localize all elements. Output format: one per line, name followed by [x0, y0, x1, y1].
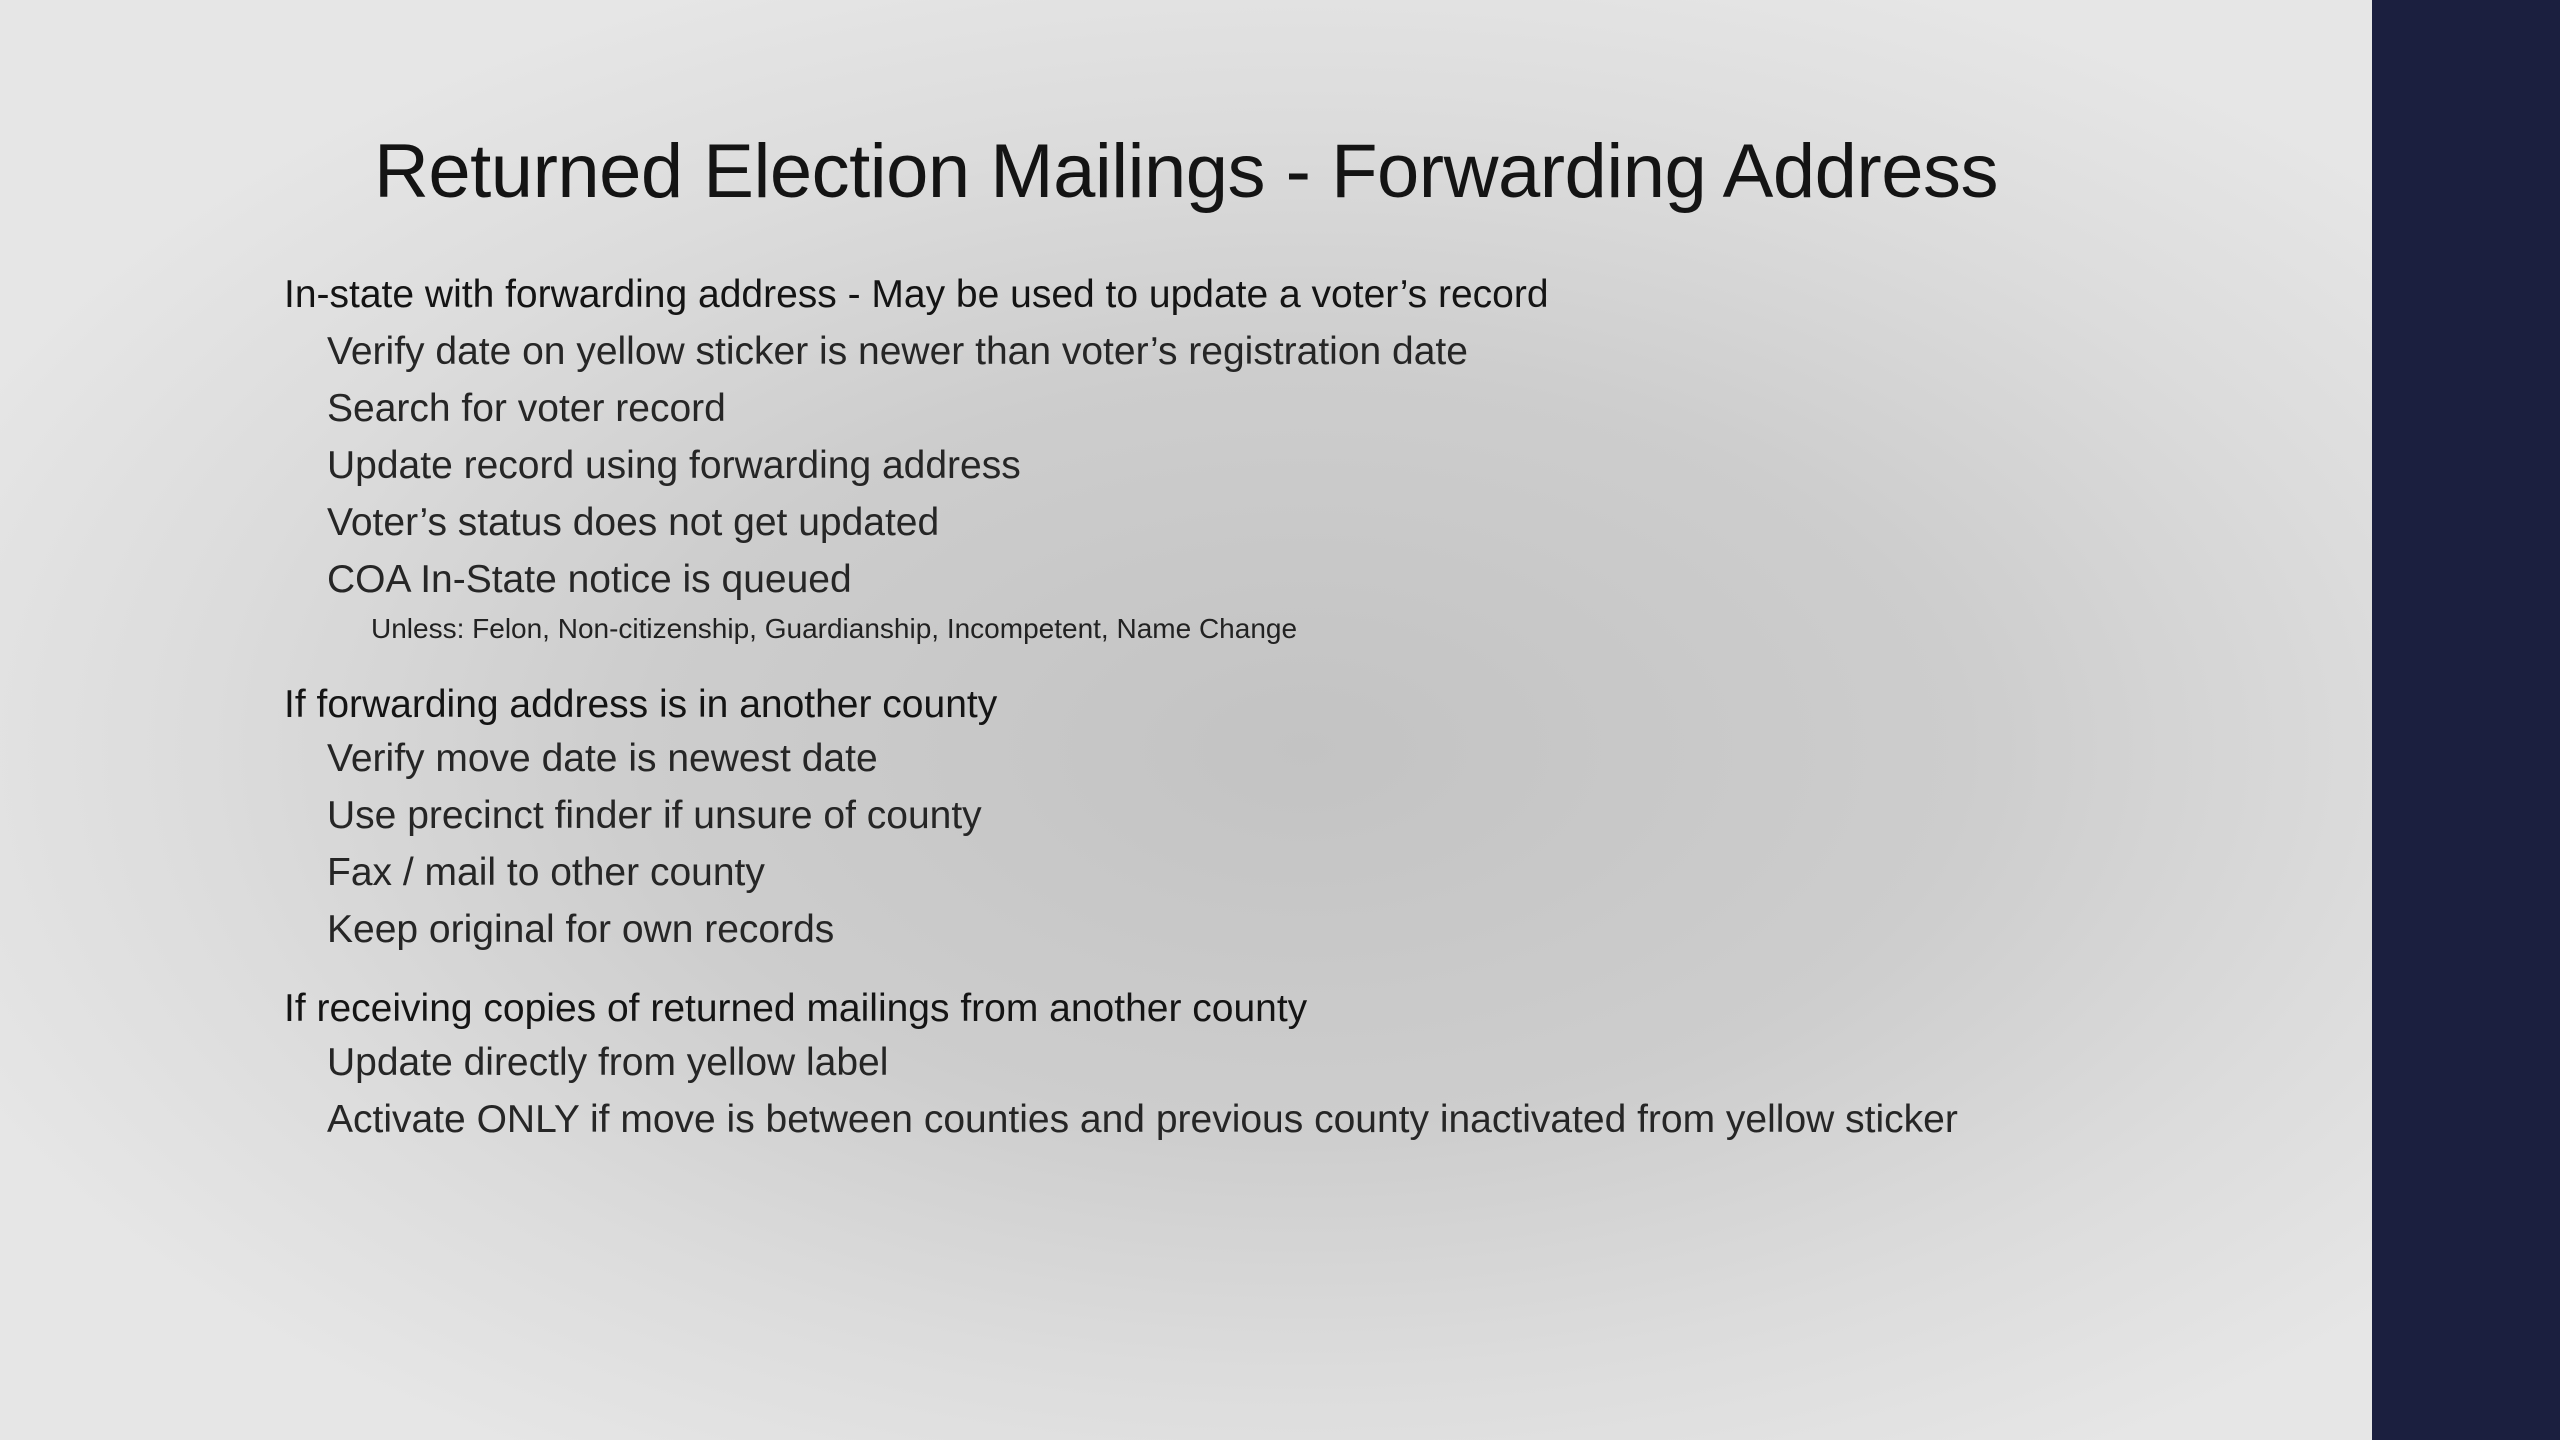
bullet-item: Voter’s status does not get updated	[327, 501, 940, 544]
slide-title: Returned Election Mailings - Forwarding Address	[374, 129, 1998, 214]
bullet-item: Update directly from yellow label	[327, 1041, 889, 1084]
section-receiving-copies	[284, 984, 2184, 1148]
sub-bullet-item: Unless: Felon, Non-citizenship, Guardianship, Incompetent, Name Change	[371, 613, 1298, 644]
bullet-item: Search for voter record	[327, 387, 726, 430]
bullet-item: Verify move date is newest date	[327, 737, 878, 780]
bullet-item: Use precinct finder if unsure of county	[327, 794, 982, 837]
section-heading: If receiving copies of returned mailings from another county	[284, 987, 1308, 1030]
section-in-state	[284, 266, 2184, 650]
bullet-item: COA In-State notice is queued	[327, 558, 852, 601]
section-heading: In-state with forwarding address - May be used to update a voter’s record	[284, 273, 1549, 316]
bullet-item: Keep original for own records	[327, 908, 835, 951]
side-bar-decoration	[2372, 0, 2560, 1440]
section-heading: If forwarding address is in another county	[284, 683, 998, 726]
slide-content	[284, 266, 2184, 1148]
bullet-item: Verify date on yellow sticker is newer than voter’s registration date	[327, 330, 1468, 373]
section-another-county	[284, 680, 2184, 958]
bullet-item: Update record using forwarding address	[327, 444, 1021, 487]
bullet-item: Activate ONLY if move is between counties and previous county inactivated from yellow sticker	[327, 1098, 1958, 1141]
bullet-item: Fax / mail to other county	[327, 851, 765, 894]
